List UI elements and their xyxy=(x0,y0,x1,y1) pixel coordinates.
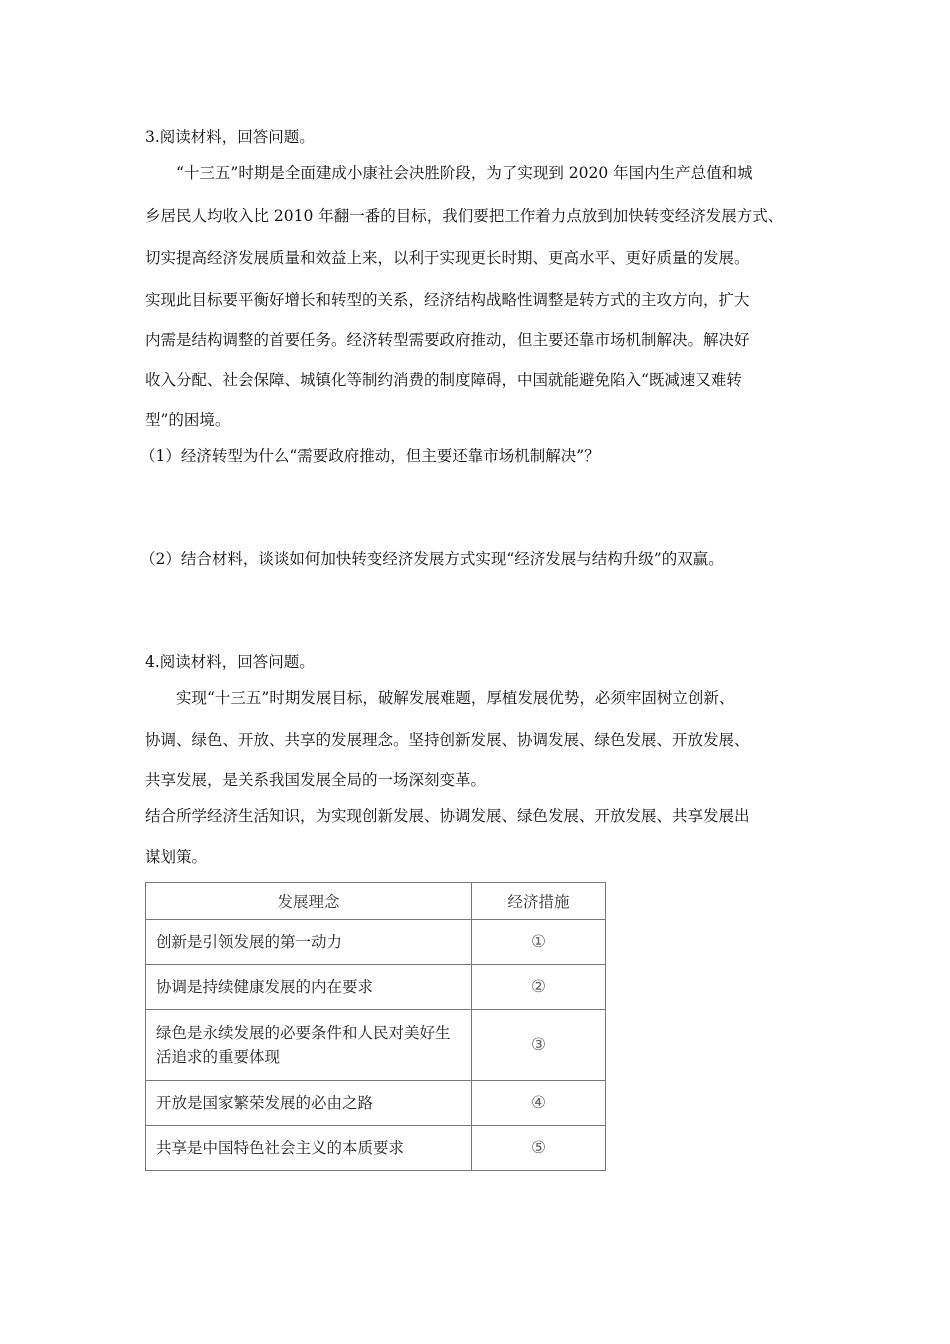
table-row xyxy=(146,1010,606,1081)
q4-task-line: 结合所学经济生活知识，为实现创新发展、协调发展、绿色发展、开放发展、共享发展出 xyxy=(145,807,750,825)
q4-task-line: 谋划策。 xyxy=(145,848,208,866)
table-header-row xyxy=(146,883,606,920)
q4-para-line: 协调、绿色、开放、共享的发展理念。坚持创新发展、协调发展、绿色发展、开放发展、 xyxy=(145,731,750,749)
q3-para-line: “十三五”时期是全面建成小康社会决胜阶段，为了实现到 2020 年国内生产总值和城 xyxy=(176,164,753,182)
q3-heading: 3.阅读材料，回答问题。 xyxy=(145,128,315,146)
table-row xyxy=(146,1126,606,1171)
q3-para-line: 乡居民人均收入比 2010 年翻一番的目标，我们要把工作着力点放到加快转变经济发展方式、 xyxy=(145,207,784,225)
measure-cell: ③ xyxy=(472,1010,606,1081)
development-measures-table xyxy=(145,882,606,1171)
table-row xyxy=(146,1081,606,1126)
idea-cell: 共享是中国特色社会主义的本质要求 xyxy=(146,1126,472,1171)
header-economic-measure: 经济措施 xyxy=(472,883,606,920)
q4-para-line: 实现“十三五”时期发展目标，破解发展难题，厚植发展优势，必须牢固树立创新、 xyxy=(176,689,735,707)
q3-subquestion-1: （1）经济转型为什么“需要政府推动，但主要还靠市场机制解决”？ xyxy=(140,447,600,465)
q4-para-line: 共享发展，是关系我国发展全局的一场深刻变革。 xyxy=(145,771,487,789)
measure-cell: ② xyxy=(472,965,606,1010)
q3-para-line: 实现此目标要平衡好增长和转型的关系，经济结构战略性调整是转方式的主攻方向，扩大 xyxy=(145,291,750,309)
q3-para-line: 切实提高经济发展质量和效益上来，以利于实现更长时期、更高水平、更好质量的发展。 xyxy=(145,249,750,267)
idea-cell: 创新是引领发展的第一动力 xyxy=(146,920,472,965)
measure-cell: ① xyxy=(472,920,606,965)
idea-cell: 开放是国家繁荣发展的必由之路 xyxy=(146,1081,472,1126)
q3-subquestion-2: （2）结合材料，谈谈如何加快转变经济发展方式实现“经济发展与结构升级”的双赢。 xyxy=(140,550,724,568)
table-row xyxy=(146,965,606,1010)
q3-para-line: 收入分配、社会保障、城镇化等制约消费的制度障碍，中国就能避免陷入“既减速又难转 xyxy=(145,371,742,389)
idea-cell: 协调是持续健康发展的内在要求 xyxy=(146,965,472,1010)
measure-cell: ④ xyxy=(472,1081,606,1126)
q4-heading: 4.阅读材料，回答问题。 xyxy=(145,653,315,671)
q3-para-line: 型”的困境。 xyxy=(145,411,231,429)
q3-para-line: 内需是结构调整的首要任务。经济转型需要政府推动，但主要还靠市场机制解决。解决好 xyxy=(145,331,750,349)
table-row xyxy=(146,920,606,965)
idea-cell: 绿色是永续发展的必要条件和人民对美好生活追求的重要体现 xyxy=(146,1010,472,1081)
header-development-idea: 发展理念 xyxy=(146,883,472,920)
measure-cell: ⑤ xyxy=(472,1126,606,1171)
